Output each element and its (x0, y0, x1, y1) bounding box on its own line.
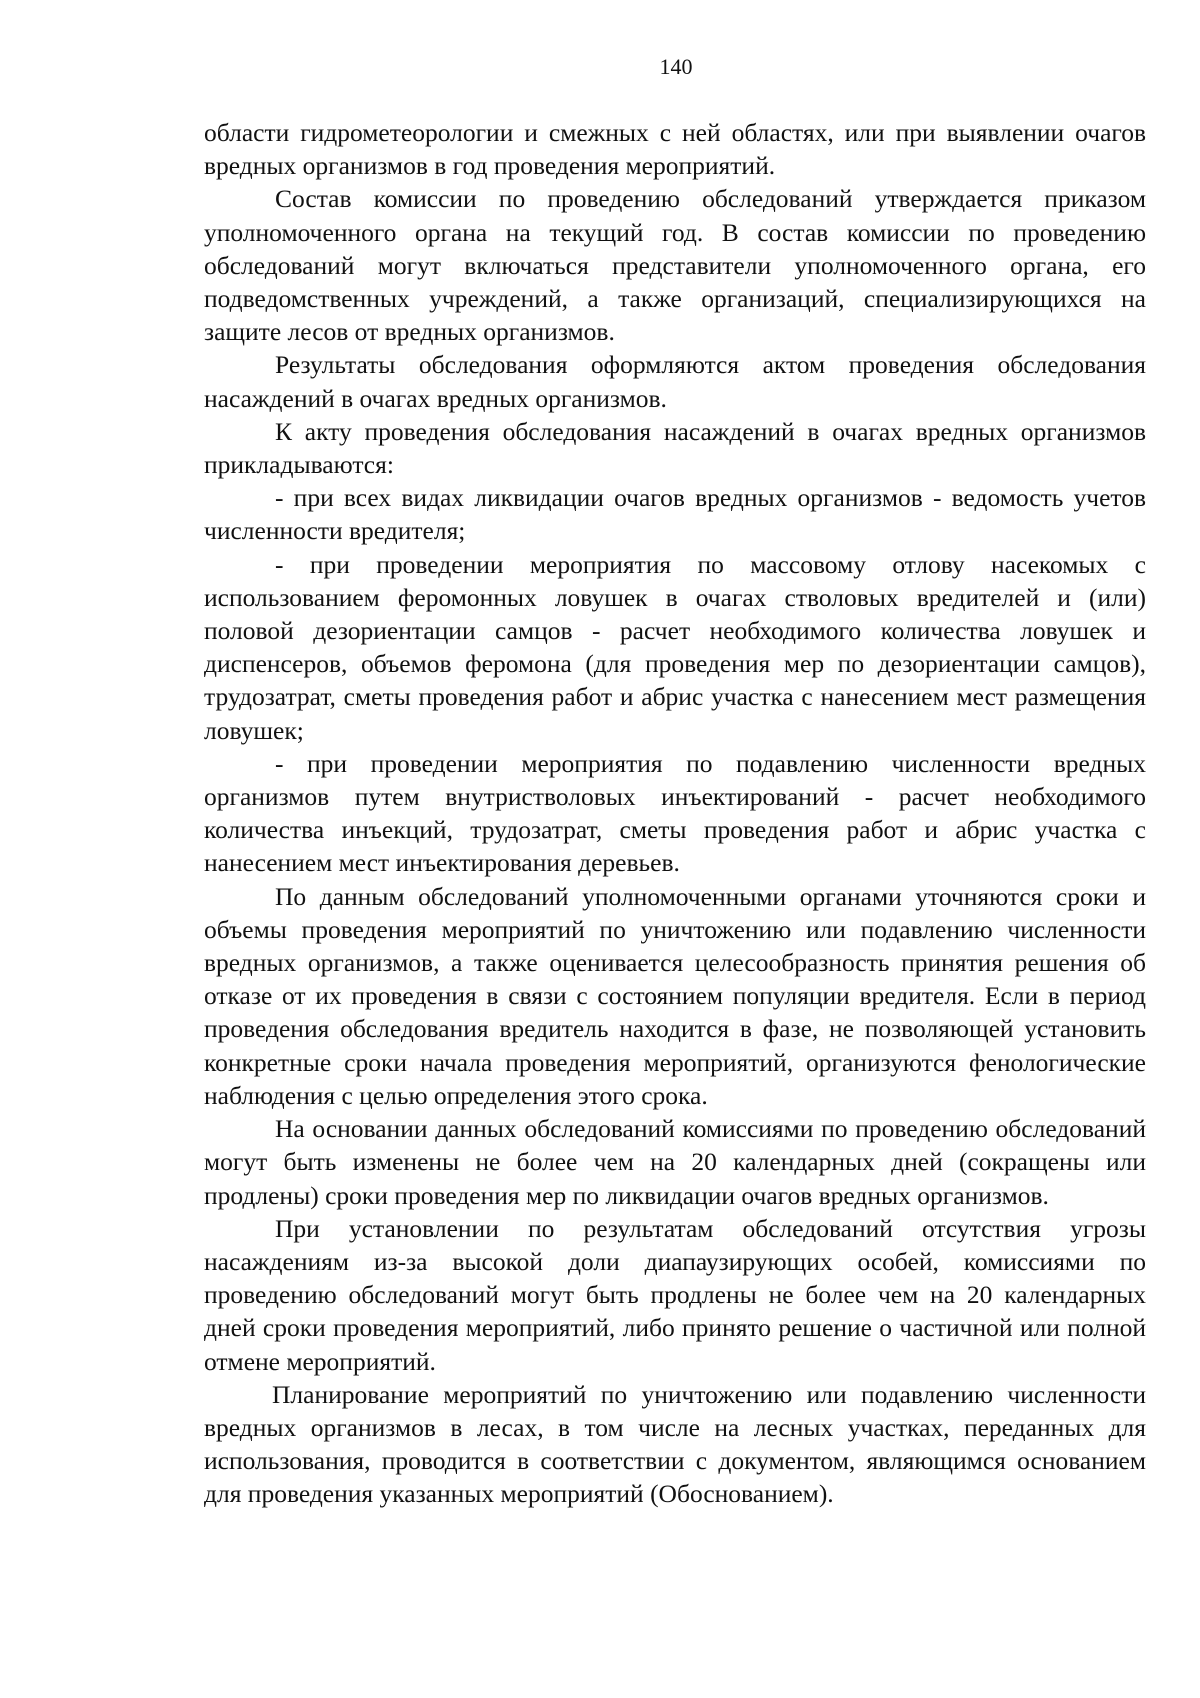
paragraph-survey-results: Результаты обследования оформляются актом проведения обследования насаждений в очагах вредных организмов. (204, 350, 1146, 413)
paragraph-survey-data: По данным обследований уполномоченными органами уточняются сроки и объемы проведения мероприятий по уничтожению или подавлению численности вредных организмов, а также оценивается целесообразность принятия решения об отказе от их проведения в связи с состоянием популяции вредителя. Если в период проведения обследования вредитель находится в фазе, не позволяющей установить конкретные сроки начала проведения мероприятий, организуются фенологические наблюдения с целью определения этого срока. (204, 881, 1146, 1110)
paragraph-act-attachments: К акту проведения обследования насаждений в очагах вредных организмов прикладываются: (204, 416, 1146, 480)
page-number: 140 (659, 54, 693, 79)
paragraph-planning: Планирование мероприятий по уничтожению или подавлению численности вредных организмов в лесах, в том числе на лесных участках, переданных для использования, проводится в соответствии с документом, являющимся основанием для проведения указанных мероприятий (Обоснованием). (204, 1379, 1146, 1509)
list-item-injections: - при проведении мероприятия по подавлению численности вредных организмов путем внутристволовых инъектирований - расчет необходимого количества инъекций, трудозатрат, сметы проведения работ и абрис участка с нанесением мест инъектирования деревьев. (204, 748, 1146, 878)
list-item-pheromone-traps: - при проведении мероприятия по массовому отлову насекомых с использованием феромонных ловушек в очагах стволовых вредителей и (или) половой дезориентации самцов - расчет необходимого количества ловушек и диспенсеров, объемов феромона (для проведения мер по дезориентации самцов), трудозатрат, сметы проведения работ и абрис участка с нанесением мест размещения ловушек; (204, 549, 1146, 745)
paragraph-threat-absence: При установлении по результатам обследований отсутствия угрозы насаждениям из-за высокой доли диапаузирующих особей, комиссиями по проведению обследований могут быть продлены не более чем на 20 календарных дней сроки проведения мероприятий, либо принято решение о частичной или полной отмене мероприятий. (204, 1213, 1146, 1376)
paragraph-date-changes: На основании данных обследований комиссиями по проведению обследований могут быть изменены не более чем на 20 календарных дней (сокращены или продлены) сроки проведения мер по ликвидации очагов вредных организмов. (204, 1114, 1146, 1210)
document-body (204, 116, 1146, 1511)
paragraph-commission-composition: Состав комиссии по проведению обследований утверждается приказом уполномоченного органа на текущий год. В состав комиссии по проведению обследований могут включаться представители уполномоченного органа, его подведомственных учреждений, а также организаций, специализирующихся на защите лесов от вредных организмов. (204, 184, 1146, 347)
paragraph-continuation: области гидрометеорологии и смежных с ней областях, или при выявлении очагов вредных организмов в год проведения мероприятий. (204, 118, 1146, 181)
list-item-pest-count: - при всех видах ликвидации очагов вредных организмов - ведомость учетов численности вредителя; (204, 483, 1146, 546)
